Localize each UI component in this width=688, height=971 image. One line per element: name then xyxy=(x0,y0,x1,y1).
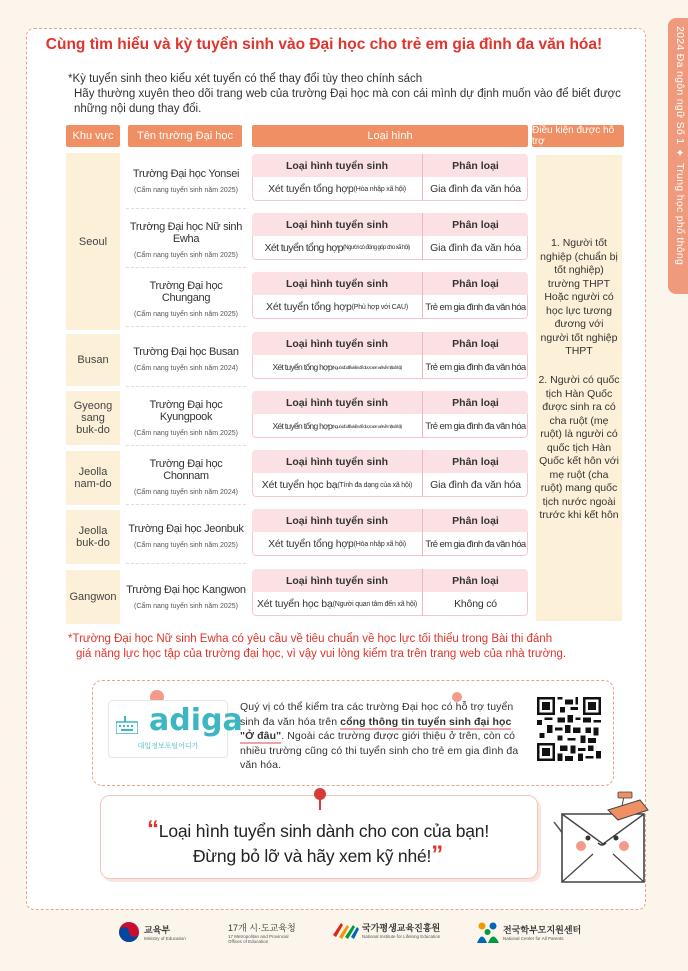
side-tab-label: 2024 Đa ngôn ngữ Số 1 ✦ Trung học phổ thông xyxy=(674,26,686,266)
type-box xyxy=(252,509,528,556)
nile-subtitle: National Institute for Lifelong Education xyxy=(362,934,441,939)
warning-line: *Trường Đại học Nữ sinh Ewha có yêu cầu về tiêu chuẩn về học lực tối thiểu trong Bài thi đánh xyxy=(68,633,553,645)
university-name: Trường Đại học Chonnam xyxy=(149,458,223,482)
category-header: Phân loại xyxy=(452,277,499,290)
qr-code-icon[interactable] xyxy=(537,697,601,761)
adiga-description: Quý vị có thể kiểm tra các trường Đại học có hỗ trợ tuyển sinh đa văn hóa trên cổng thông tin tuyển sinh đại học "Ở đâu". Ngoài các trường được giới thiệu ở trên, còn có nhiều trường cũng có thi tuyển sinh cho trẻ em gia đình đa văn hóa. xyxy=(240,701,519,771)
adiga-portal-link[interactable]: cổng thông tin tuyển sinh đại học "Ở đâu" xyxy=(240,715,512,742)
type-header: Loại hình tuyển sinh xyxy=(285,218,389,231)
quote-text: “Loại hình tuyển sinh dành cho con của bạn! Đừng bỏ lỡ và hãy xem kỹ nhé!” xyxy=(146,816,489,868)
university-cell xyxy=(126,332,246,387)
type-value: Xét tuyển tổng hợp (Hòa nhập xã hội) xyxy=(268,538,406,550)
category-value: Trẻ em gia đình đa văn hóa xyxy=(425,420,526,432)
intro-note xyxy=(68,72,628,117)
region-cell: Gyeong sang buk-do xyxy=(66,391,120,445)
university-name: Trường Đại học Kangwon xyxy=(126,583,246,596)
university-source: (Cẩm nang tuyển sinh năm 2025) xyxy=(134,602,238,610)
type-header: Loại hình tuyển sinh xyxy=(285,337,389,350)
university-name: Trường Đại học Busan xyxy=(133,346,239,358)
university-name: Trường Đại học Yonsei xyxy=(132,168,240,180)
moe-name: 교육부 xyxy=(144,925,171,935)
university-cell xyxy=(126,213,246,268)
university-cell xyxy=(126,154,246,209)
university-source: (Cẩm nang tuyển sinh năm 2025) xyxy=(134,252,238,259)
type-box xyxy=(252,272,528,319)
university-source: (Cẩm nang tuyển sinh năm 2025) xyxy=(134,311,238,318)
parents-center-subtitle: National Center for All Parents xyxy=(503,936,564,941)
university-source: (Cẩm nang tuyển sinh năm 2024) xyxy=(134,489,238,496)
type-header: Loại hình tuyển sinh xyxy=(285,159,389,172)
type-header: Loại hình tuyển sinh xyxy=(285,514,389,527)
category-value: Không có xyxy=(454,598,497,610)
type-value: Xét tuyển học bạ (Tính đa dạng của xã hội) xyxy=(261,479,413,491)
category-header: Phân loại xyxy=(452,396,499,409)
adiga-logo-text: adiga xyxy=(149,703,243,738)
parents-emblem-icon xyxy=(476,921,500,943)
offices-logo xyxy=(228,921,296,944)
type-value: Xét tuyển tổng hợp (Người có đóng góp cho xã hội) xyxy=(264,242,410,254)
header-type: Loại hình xyxy=(252,125,528,147)
type-box xyxy=(252,450,528,497)
nile-logo xyxy=(333,921,440,939)
type-header: Loại hình tuyển sinh xyxy=(285,396,389,409)
header-condition: Điều kiện được hỗ trợ xyxy=(532,125,624,147)
university-cell xyxy=(126,272,246,327)
type-value: Xét tuyển tổng hợp (Phù hợp với CAU) xyxy=(266,301,408,313)
category-value: Gia đình đa văn hóa xyxy=(430,183,521,195)
type-value: Xét tuyển tổng hợp (Người đủ điều kiện để được xem xét về mặt xã hội) xyxy=(272,421,402,431)
type-box xyxy=(252,154,528,201)
intro-note-line: những nội dung thay đổi. xyxy=(74,103,202,115)
quote-line: Loại hình tuyển sinh dành cho con của bạn! xyxy=(158,821,489,841)
university-cell xyxy=(126,509,246,564)
type-value: Xét tuyển tổng hợp (Người đủ điều kiện để được xem xét về mặt xã hội) xyxy=(272,362,402,372)
condition-item: 2. Người có quốc tịch Hàn Quốc được sinh ra có cha ruột (mẹ ruột) là người có quốc tịch Hàn Quốc kết hôn với mẹ ruột (cha ruột) mang quốc tịch nước ngoài trước khi kết hôn xyxy=(538,374,620,521)
keyboard-icon xyxy=(116,716,138,734)
parents-center-name: 전국학부모지원센터 xyxy=(503,925,582,935)
category-header: Phân loại xyxy=(452,218,499,231)
type-header: Loại hình tuyển sinh xyxy=(285,277,389,290)
offices-name: 17개 시·도교육청 xyxy=(228,923,296,933)
header-university: Tên trường Đại học xyxy=(128,125,242,147)
category-header: Phân loại xyxy=(452,455,499,468)
offices-subtitle: 17 Metropolitan and Provincial Offices of Education xyxy=(228,934,289,944)
type-value: Xét tuyển tổng hợp (Hòa nhập xã hội) xyxy=(268,183,406,195)
adiga-logo-subtitle: 대입정보포털어디가 xyxy=(137,743,199,750)
category-header: Phân loại xyxy=(452,574,499,587)
region-cell: Gangwon xyxy=(66,570,120,624)
type-header: Loại hình tuyển sinh xyxy=(285,455,389,468)
type-box xyxy=(252,213,528,260)
condition-item: 1. Người tốt nghiệp (chuẩn bị tốt nghiệp) trường THPT Hoặc người có học lực tương đương với người tốt nghiệp THPT xyxy=(540,237,618,357)
pin-icon xyxy=(314,788,326,800)
moe-subtitle: Ministry of Education xyxy=(144,936,186,941)
region-cell: Seoul xyxy=(66,153,120,330)
intro-note-line: *Kỳ tuyển sinh theo kiểu xét tuyển có thể thay đổi tùy theo chính sách xyxy=(68,73,423,85)
ewha-warning xyxy=(68,632,628,662)
university-name: Trường Đại học Jeonbuk xyxy=(128,523,244,535)
category-value: Gia đình đa văn hóa xyxy=(430,242,521,254)
region-cell: Jeolla nam-do xyxy=(66,451,120,505)
university-source: (Cẩm nang tuyển sinh năm 2025) xyxy=(134,542,238,549)
type-header: Loại hình tuyển sinh xyxy=(285,574,389,587)
parents-center-logo xyxy=(476,921,581,943)
university-source: (Cẩm nang tuyển sinh năm 2025) xyxy=(134,187,238,194)
page-title: Cùng tìm hiểu và kỳ tuyển sinh vào Đại học cho trẻ em gia đình đa văn hóa! xyxy=(45,36,603,53)
university-source: (Cẩm nang tuyển sinh năm 2024) xyxy=(134,365,238,372)
university-cell xyxy=(126,450,246,505)
category-value: Trẻ em gia đình đa văn hóa xyxy=(425,538,526,550)
type-box xyxy=(252,332,528,379)
envelope-mascot-icon xyxy=(548,790,658,900)
intro-note-line: Hãy thường xuyên theo dõi trang web của trường Đại học mà con cái mình dự định muốn vào để biết được xyxy=(74,88,621,100)
quote-line: Đừng bỏ lỡ và hãy xem kỹ nhé! xyxy=(192,846,432,866)
university-name: Trường Đại học Kyungpook xyxy=(149,399,223,423)
university-name: Trường Đại học Chungang xyxy=(149,280,223,304)
warning-line: giá năng lực học tập của trường đại học, vì vậy vui lòng kiểm tra trên trang web của nhà trường. xyxy=(76,648,567,660)
university-name: Trường Đại học Nữ sinh Ewha xyxy=(129,221,243,245)
category-header: Phân loại xyxy=(452,514,499,527)
category-header: Phân loại xyxy=(452,337,499,350)
header-region: Khu vực xyxy=(66,125,120,147)
region-cell: Jeolla buk-do xyxy=(66,510,120,564)
region-cell: Busan xyxy=(66,334,120,386)
type-box xyxy=(252,569,528,616)
university-source: (Cẩm nang tuyển sinh năm 2025) xyxy=(134,430,238,437)
nile-emblem-icon xyxy=(333,921,359,939)
category-value: Gia đình đa văn hóa xyxy=(430,479,521,491)
moe-emblem-icon xyxy=(118,921,140,943)
university-cell xyxy=(126,569,246,624)
university-cell xyxy=(126,391,246,446)
category-value: Trẻ em gia đình đa văn hóa xyxy=(425,361,526,373)
type-box xyxy=(252,391,528,438)
nile-name: 국가평생교육진흥원 xyxy=(362,923,441,933)
category-value: Trẻ em gia đình đa văn hóa xyxy=(425,301,526,313)
type-value: Xét tuyển học bạ (Người quan tâm đến xã hội) xyxy=(256,598,418,610)
moe-logo xyxy=(118,921,186,943)
category-header: Phân loại xyxy=(452,159,499,172)
condition-cell xyxy=(536,155,622,621)
